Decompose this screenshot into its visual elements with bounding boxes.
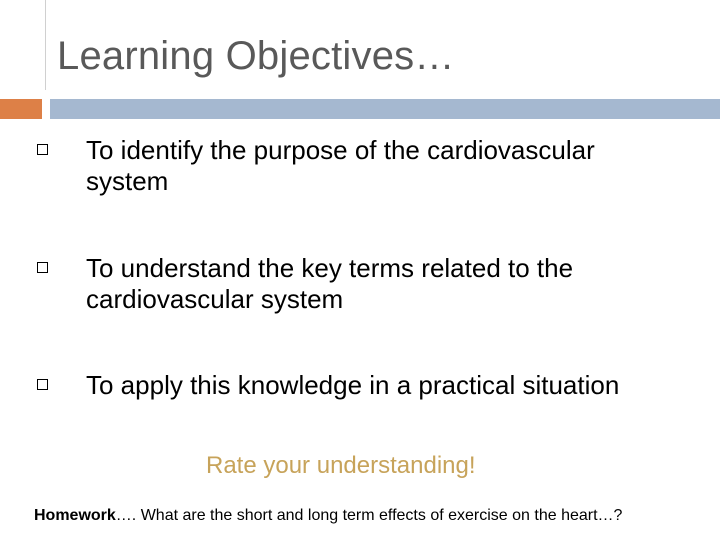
- homework-label: Homework: [34, 507, 116, 524]
- rate-understanding-prompt: Rate your understanding!: [206, 452, 476, 479]
- page-title: Learning Objectives…: [57, 34, 455, 78]
- title-left-rule: [45, 0, 46, 90]
- hollow-square-bullet-icon: [37, 262, 48, 273]
- objective-text: To understand the key terms related to the cardiovascular system: [86, 253, 574, 314]
- objective-text: To apply this knowledge in a practical situation: [86, 370, 620, 400]
- hollow-square-bullet-icon: [37, 144, 48, 155]
- homework-text: …. What are the short and long term effects of exercise on the heart…?: [115, 507, 623, 524]
- objective-text: To identify the purpose of the cardiovascular system: [86, 135, 595, 196]
- hollow-square-bullet-icon: [37, 379, 48, 390]
- homework-line: [34, 507, 622, 525]
- orange-accent-bar: [0, 99, 42, 119]
- blue-header-bar: [50, 99, 720, 119]
